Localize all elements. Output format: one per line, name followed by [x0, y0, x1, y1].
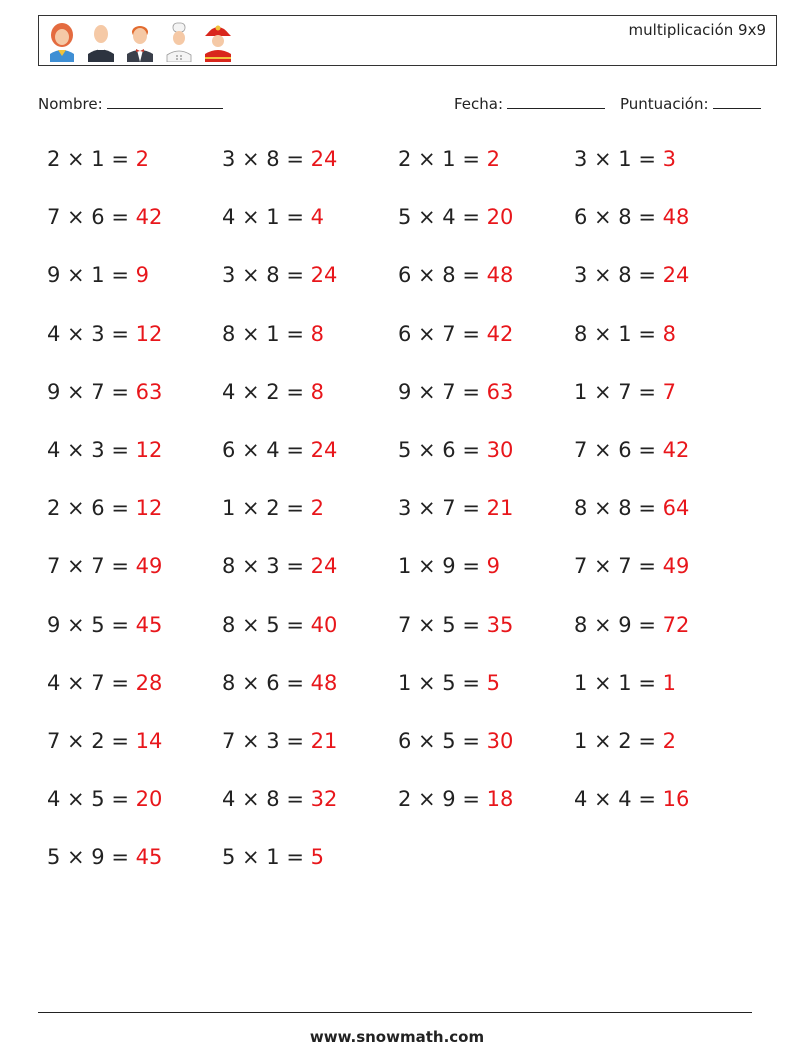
name-blank[interactable]: [107, 94, 223, 109]
problem-item: [398, 613, 513, 637]
problem-item: [574, 438, 689, 462]
problem-item: [574, 496, 689, 520]
problem-question: 4 × 1 =: [222, 205, 311, 230]
problem-question: 9 × 1 =: [47, 263, 136, 288]
problem-item: [47, 787, 162, 811]
problem-question: 7 × 5 =: [398, 612, 487, 637]
problem-answer: 42: [486, 321, 514, 346]
problem-question: 8 × 1 =: [574, 321, 663, 346]
problem-item: [222, 263, 337, 287]
name-field: [38, 94, 223, 113]
problem-answer: 48: [486, 263, 514, 288]
problem-item: [47, 322, 162, 346]
problem-answer: 8: [662, 321, 676, 346]
problem-question: 9 × 7 =: [47, 379, 136, 404]
problem-answer: 30: [486, 729, 514, 753]
problem-question: 3 × 1 =: [574, 147, 663, 171]
problem-item: [574, 380, 676, 404]
problem-item: [574, 554, 689, 578]
problem-question: 3 × 8 =: [574, 263, 663, 288]
problem-answer: 18: [486, 787, 514, 812]
problem-answer: 9: [486, 554, 500, 579]
problem-question: 4 × 4 =: [574, 787, 663, 812]
avatar-row: [47, 20, 233, 62]
problem-question: 5 × 1 =: [222, 845, 311, 870]
chef-icon: [164, 20, 194, 62]
problem-item: [574, 205, 689, 229]
problem-answer: 5: [310, 845, 324, 870]
problem-question: 3 × 7 =: [398, 496, 487, 521]
problem-answer: 24: [310, 554, 338, 579]
problem-answer: 21: [310, 729, 338, 753]
problem-answer: 32: [310, 787, 338, 812]
problem-answer: 7: [662, 379, 676, 404]
problem-question: 6 × 5 =: [398, 729, 487, 753]
footer-url: www.snowmath.com: [309, 1028, 485, 1046]
problem-item: [222, 729, 337, 753]
problem-answer: 12: [135, 438, 163, 462]
problem-item: [398, 322, 513, 346]
problem-answer: 40: [310, 612, 338, 637]
problem-question: 6 × 7 =: [398, 321, 487, 346]
problem-answer: 20: [486, 205, 514, 230]
problem-question: 4 × 3 =: [47, 438, 136, 462]
problem-question: 8 × 6 =: [222, 670, 311, 695]
problem-question: 1 × 5 =: [398, 670, 487, 695]
score-blank[interactable]: [713, 94, 761, 109]
problem-question: 5 × 6 =: [398, 438, 487, 462]
problem-item: [574, 613, 689, 637]
problem-item: [47, 671, 162, 695]
problem-question: 1 × 7 =: [574, 379, 663, 404]
score-label: Puntuación:: [620, 95, 709, 113]
problem-question: 8 × 3 =: [222, 554, 311, 579]
flight-attendant-icon: [47, 20, 77, 62]
problem-item: [398, 554, 500, 578]
problem-answer: 24: [310, 147, 338, 171]
problem-item: [222, 380, 324, 404]
problem-question: 1 × 2 =: [574, 729, 663, 753]
problem-question: 3 × 8 =: [222, 263, 311, 288]
problem-item: [47, 205, 162, 229]
problem-answer: 63: [486, 379, 514, 404]
problem-question: 4 × 5 =: [47, 787, 136, 812]
problem-item: [47, 729, 162, 753]
problem-answer: 30: [486, 438, 514, 462]
problem-answer: 12: [135, 496, 163, 521]
problem-question: 5 × 4 =: [398, 205, 487, 230]
problem-question: 7 × 7 =: [574, 554, 663, 579]
problem-question: 2 × 1 =: [398, 147, 487, 171]
problem-answer: 49: [662, 554, 690, 579]
problem-item: [574, 147, 676, 171]
problem-question: 1 × 1 =: [574, 670, 663, 695]
problem-question: 8 × 5 =: [222, 612, 311, 637]
name-label: Nombre:: [38, 95, 103, 113]
problem-item: [398, 787, 513, 811]
problem-item: [398, 671, 500, 695]
problem-item: [574, 671, 676, 695]
problem-answer: 1: [662, 670, 676, 695]
problem-answer: 12: [135, 321, 163, 346]
problem-question: 1 × 2 =: [222, 496, 311, 521]
problem-question: 6 × 8 =: [574, 205, 663, 230]
problem-answer: 8: [310, 321, 324, 346]
problem-item: [47, 147, 149, 171]
problem-item: [398, 263, 513, 287]
waiter-icon: [125, 20, 155, 62]
date-label: Fecha:: [454, 95, 504, 113]
problem-answer: 24: [662, 263, 690, 288]
problem-question: 4 × 8 =: [222, 787, 311, 812]
problem-item: [47, 438, 162, 462]
problem-answer: 24: [310, 263, 338, 288]
problem-question: 7 × 2 =: [47, 729, 136, 753]
problem-item: [47, 845, 162, 869]
problem-item: [574, 322, 676, 346]
problem-answer: 5: [486, 670, 500, 695]
problem-answer: 35: [486, 612, 514, 637]
problem-item: [47, 263, 149, 287]
problem-item: [398, 729, 513, 753]
problem-answer: 2: [310, 496, 324, 521]
problem-answer: 2: [135, 147, 149, 171]
problem-answer: 72: [662, 612, 690, 637]
problem-question: 8 × 8 =: [574, 496, 663, 521]
footer-divider: [38, 1012, 752, 1013]
problem-item: [47, 380, 162, 404]
problem-item: [222, 205, 324, 229]
problem-question: 5 × 9 =: [47, 845, 136, 870]
worksheet-title: multiplicación 9x9: [628, 21, 766, 39]
problem-item: [574, 787, 689, 811]
problem-answer: 63: [135, 379, 163, 404]
problem-item: [574, 729, 676, 753]
problem-answer: 64: [662, 496, 690, 521]
problem-item: [222, 845, 324, 869]
problem-item: [574, 263, 689, 287]
problem-item: [47, 613, 162, 637]
score-field: [620, 94, 761, 113]
priest-icon: [86, 20, 116, 62]
problem-question: 7 × 6 =: [47, 205, 136, 230]
problem-item: [222, 147, 337, 171]
problem-answer: 48: [662, 205, 690, 230]
problem-answer: 8: [310, 379, 324, 404]
problem-item: [398, 147, 500, 171]
problem-question: 7 × 6 =: [574, 438, 663, 462]
problem-answer: 4: [310, 205, 324, 230]
problem-answer: 21: [486, 496, 514, 521]
problem-question: 4 × 2 =: [222, 379, 311, 404]
problem-item: [222, 787, 337, 811]
problem-answer: 9: [135, 263, 149, 288]
problem-item: [47, 554, 162, 578]
problem-answer: 2: [662, 729, 676, 753]
problem-answer: 2: [486, 147, 500, 171]
problem-answer: 45: [135, 612, 163, 637]
problem-item: [222, 554, 337, 578]
problem-item: [398, 438, 513, 462]
worksheet-header: [38, 15, 777, 66]
problem-question: 4 × 3 =: [47, 321, 136, 346]
problem-item: [222, 496, 324, 520]
problem-question: 9 × 7 =: [398, 379, 487, 404]
problem-answer: 14: [135, 729, 163, 753]
problem-answer: 48: [310, 670, 338, 695]
problem-answer: 3: [662, 147, 676, 171]
problem-answer: 28: [135, 670, 163, 695]
problem-question: 2 × 1 =: [47, 147, 136, 171]
problem-question: 9 × 5 =: [47, 612, 136, 637]
problem-answer: 16: [662, 787, 690, 812]
problem-question: 6 × 4 =: [222, 438, 311, 462]
date-blank[interactable]: [507, 94, 605, 109]
problem-question: 6 × 8 =: [398, 263, 487, 288]
problem-question: 7 × 3 =: [222, 729, 311, 753]
problem-question: 3 × 8 =: [222, 147, 311, 171]
problem-item: [222, 613, 337, 637]
problem-question: 8 × 1 =: [222, 321, 311, 346]
problem-answer: 42: [662, 438, 690, 462]
firefighter-icon: [203, 20, 233, 62]
problem-item: [222, 438, 337, 462]
problem-item: [398, 496, 513, 520]
problem-answer: 24: [310, 438, 338, 462]
date-field: [454, 94, 605, 113]
problem-answer: 42: [135, 205, 163, 230]
problem-question: 1 × 9 =: [398, 554, 487, 579]
problem-item: [47, 496, 162, 520]
problem-item: [222, 671, 337, 695]
problem-question: 7 × 7 =: [47, 554, 136, 579]
problem-answer: 20: [135, 787, 163, 812]
problem-answer: 49: [135, 554, 163, 579]
problem-item: [398, 205, 513, 229]
problem-question: 2 × 6 =: [47, 496, 136, 521]
problem-answer: 45: [135, 845, 163, 870]
problem-question: 2 × 9 =: [398, 787, 487, 812]
problem-question: 8 × 9 =: [574, 612, 663, 637]
problem-question: 4 × 7 =: [47, 670, 136, 695]
problem-item: [398, 380, 513, 404]
problem-item: [222, 322, 324, 346]
